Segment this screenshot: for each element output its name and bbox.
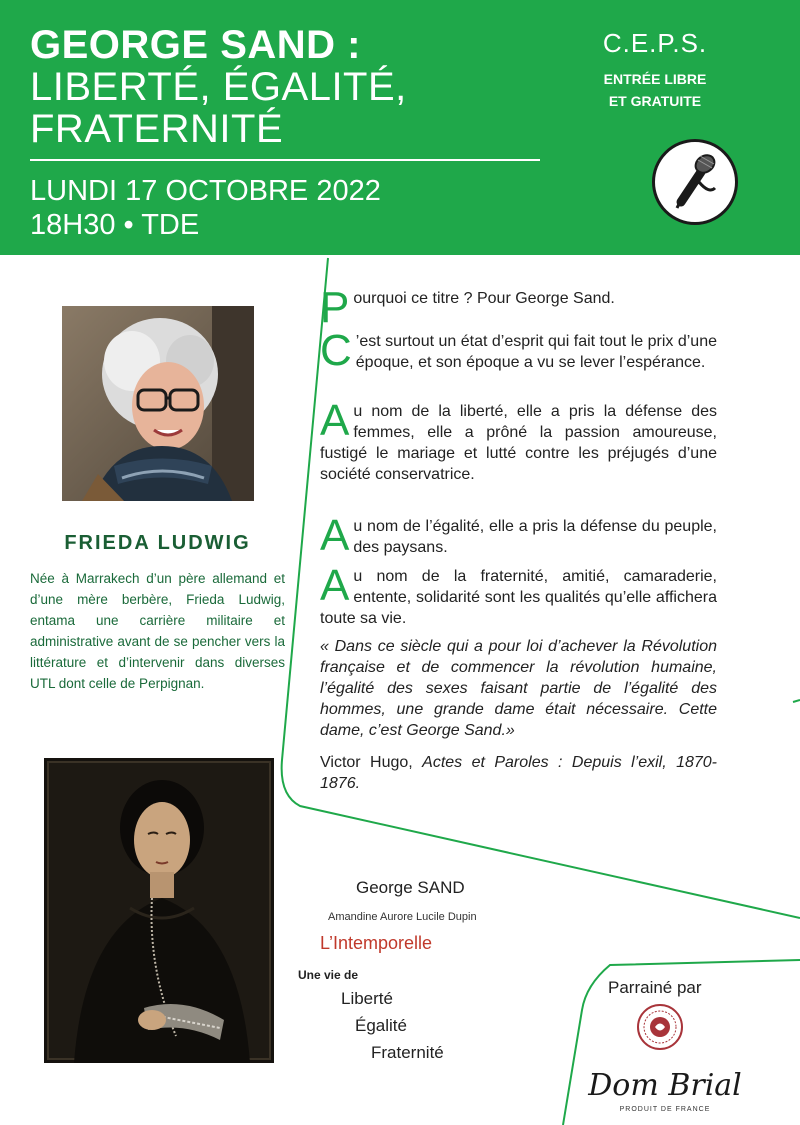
paragraph-4-text: u nom de l’égalité, elle a pris la défense du peuple, des paysans. — [353, 518, 717, 556]
caption-birth-name: Amandine Aurore Lucile Dupin — [328, 911, 477, 923]
paragraph-3 — [320, 396, 717, 485]
entry-line-2: ET GRATUITE — [608, 93, 702, 109]
paragraph-1-text: ourquoi ce titre ? Pour George Sand. — [353, 290, 615, 307]
entry-line-1: ENTRÉE LIBRE — [603, 71, 707, 87]
dropcap-1: P — [320, 283, 350, 332]
title-line-1: GEORGE SAND : — [30, 23, 361, 67]
title-line-2: LIBERTÉ, ÉGALITÉ, — [30, 65, 407, 109]
dropcap-3: A — [320, 396, 350, 445]
george-sand-portrait — [44, 758, 274, 1063]
quote-attribution — [320, 752, 717, 794]
paragraph-5-text: u nom de la fraternité, amitié, camaraderie, entente, solidarité sont les qualités qu’elle affichera toute sa vie. — [320, 568, 717, 627]
event-date — [30, 174, 381, 242]
title-line-3: FRATERNITÉ — [30, 107, 284, 151]
speaker-photo — [62, 306, 254, 501]
dropcap-4: A — [320, 511, 350, 560]
dropcap-5: A — [320, 561, 350, 610]
title-divider — [30, 159, 540, 161]
paragraph-3-text: u nom de la liberté, elle a pris la défense des femmes, elle a prôné la passion amoureuse, fustigé le mariage et lutté contre les préjugés d’une société conservatrice. — [320, 403, 717, 483]
microphone-icon — [655, 142, 735, 222]
organizer-name: C.E.P.S. — [602, 28, 708, 58]
sponsor-label: Parrainé par — [608, 978, 702, 997]
caption-liberte: Liberté — [341, 989, 393, 1008]
caption-fraternite: Fraternité — [371, 1043, 444, 1062]
caption-epithet: L’Intemporelle — [320, 933, 433, 953]
speaker-bio: Née à Marrakech d’un père allemand et d’une mère berbère, Frieda Ludwig, entama une carrière militaire et administrative avant de se pencher vers la littérature et d’intervenir dans diverses UTL dont celle de Perpignan. — [30, 571, 285, 691]
entry-info — [570, 68, 740, 112]
caption-name: George SAND — [356, 878, 465, 897]
hugo-quote: « Dans ce siècle qui a pour loi d’achever la Révolution française et de commencer la révolution humaine, l’égalité des sexes faisant partie de l’égalité des hommes, une grande dame était nécessaire. Cette dame, c’est George Sand.» — [320, 638, 717, 739]
attribution-work: Actes et Paroles : Depuis l’exil, 1870-1876. — [320, 754, 718, 792]
speaker-name: FRIEDA LUDWIG — [64, 532, 251, 554]
event-title — [30, 24, 550, 150]
caption-vie: Une vie de — [298, 968, 359, 982]
header-banner — [0, 0, 800, 255]
date-line: LUNDI 17 OCTOBRE 2022 — [30, 175, 381, 207]
time-location-line: 18H30 • TDE — [30, 209, 200, 241]
attribution-author: Victor Hugo, — [320, 754, 413, 771]
paragraph-2 — [320, 326, 717, 375]
paragraph-5 — [320, 561, 717, 629]
paragraph-4 — [320, 511, 717, 560]
brand-subtitle: PRODUIT DE FRANCE — [619, 1106, 711, 1113]
caption-egalite: Égalité — [355, 1016, 407, 1035]
paragraph-1 — [320, 283, 717, 332]
brand-logo: Dom Brial — [588, 1068, 742, 1103]
dropcap-2: C — [320, 326, 352, 375]
microphone-badge — [652, 139, 738, 225]
seal-icon — [636, 1003, 684, 1051]
paragraph-2-text: ’est surtout un état d’esprit qui fait tout le prix d’une époque, et son époque a vu se lever l’espérance. — [355, 333, 717, 371]
